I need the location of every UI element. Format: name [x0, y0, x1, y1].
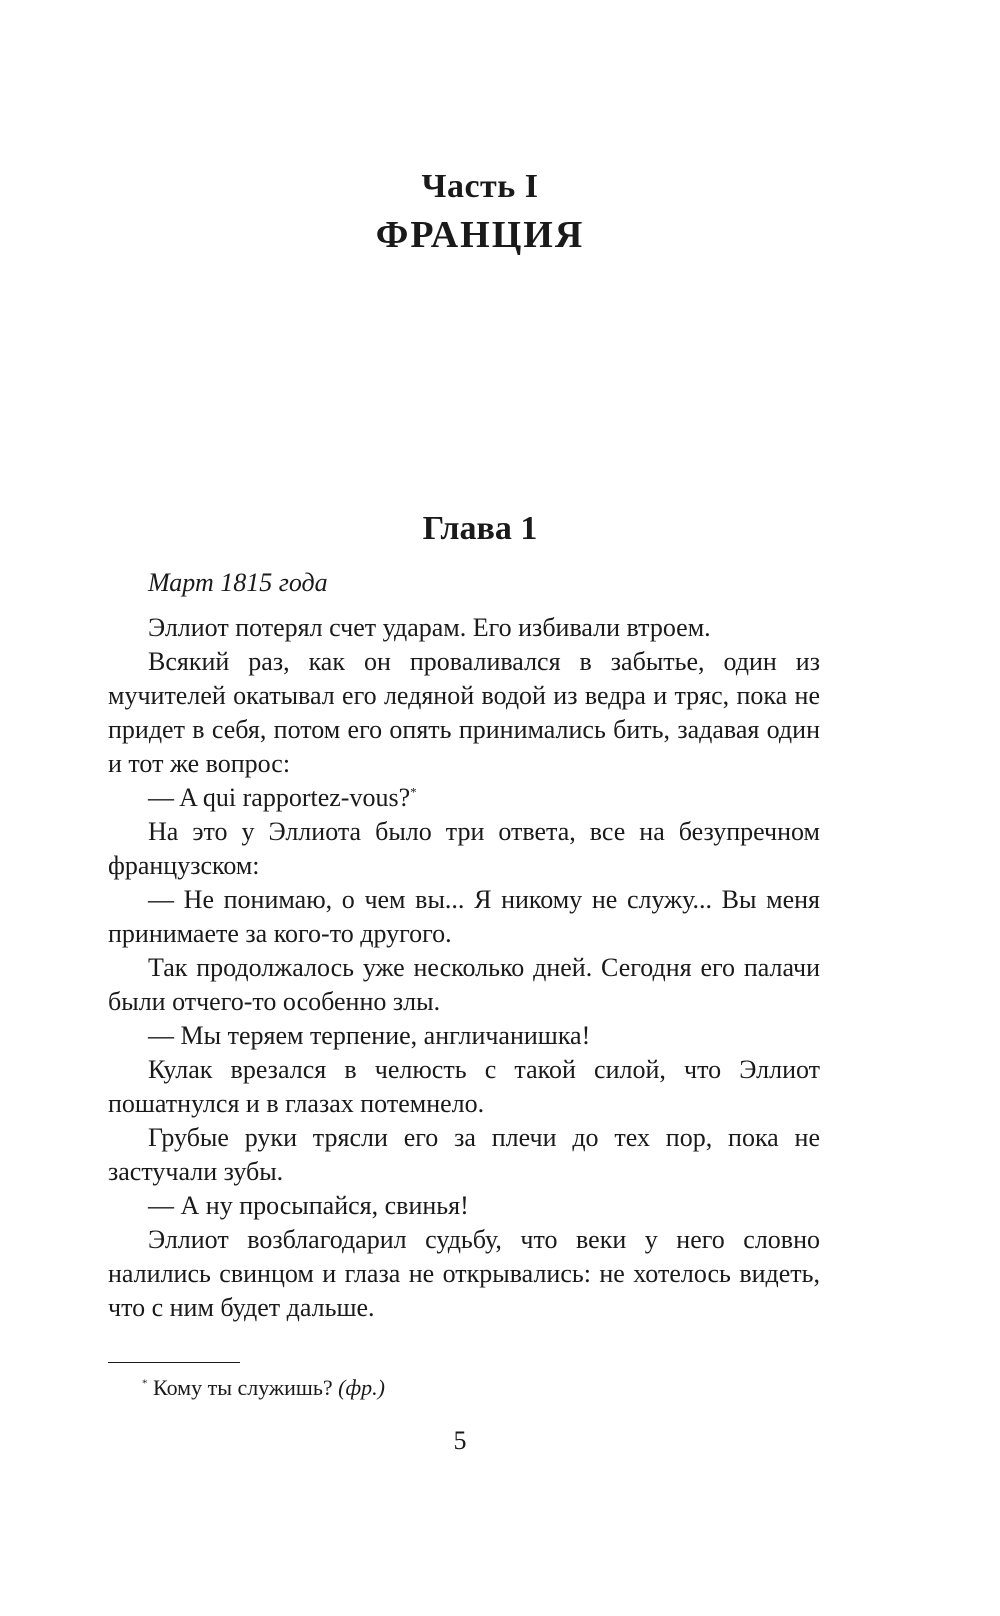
part-title: ФРАНЦИЯ [375, 214, 585, 256]
footnote-marker: * [142, 1377, 148, 1390]
dialog-paragraph: — А ну просыпайся, свинья! [148, 1191, 469, 1220]
dialog-text: — A qui rapportez-vous? [148, 783, 411, 812]
footnote-text: Кому ты служишь? [153, 1375, 333, 1400]
date-line: Март 1815 года [148, 568, 328, 597]
paragraph: Всякий раз, как он проваливался в забытье, один из мучителей окатывал его ледяной водой из ведра и тряс, пока не придет в себя, потом его опять принимались бить, задавая один и тот же вопрос: [108, 647, 820, 778]
paragraph: Грубые руки трясли его за плечи до тех пор, пока не застучали зубы. [108, 1123, 820, 1186]
footnote-divider [108, 1362, 240, 1363]
paragraph: Эллиот возблагодарил судьбу, что веки у него словно налились свинцом и глаза не открывались: не хотелось видеть, что с ним будет дальше. [108, 1225, 820, 1322]
part-label: Часть I [421, 168, 539, 205]
dialog-paragraph: — Не понимаю, о чем вы... Я никому не служу... Вы меня принимаете за кого-то другого. [108, 885, 820, 948]
dialog-paragraph [108, 781, 820, 815]
dialog-paragraph: — Мы теряем терпение, англичанишка! [148, 1021, 591, 1050]
paragraph: Кулак врезался в челюсть с такой силой, что Эллиот пошатнулся и в глазах потемнело. [108, 1055, 820, 1118]
paragraph: На это у Эллиота было три ответа, все на безупречном французском: [108, 817, 820, 880]
paragraph: Эллиот потерял счет ударам. Его избивали втроем. [148, 613, 711, 642]
footnote-language: (фр.) [338, 1375, 385, 1400]
paragraph: Так продолжалось уже несколько дней. Сегодня его палачи были отчего-то особенно злы. [108, 953, 820, 1016]
chapter-title: Глава 1 [422, 510, 538, 547]
page-number: 5 [453, 1426, 467, 1455]
chapter-text [108, 566, 820, 1325]
footnote-reference: * [410, 784, 417, 800]
footnote [142, 1373, 385, 1403]
